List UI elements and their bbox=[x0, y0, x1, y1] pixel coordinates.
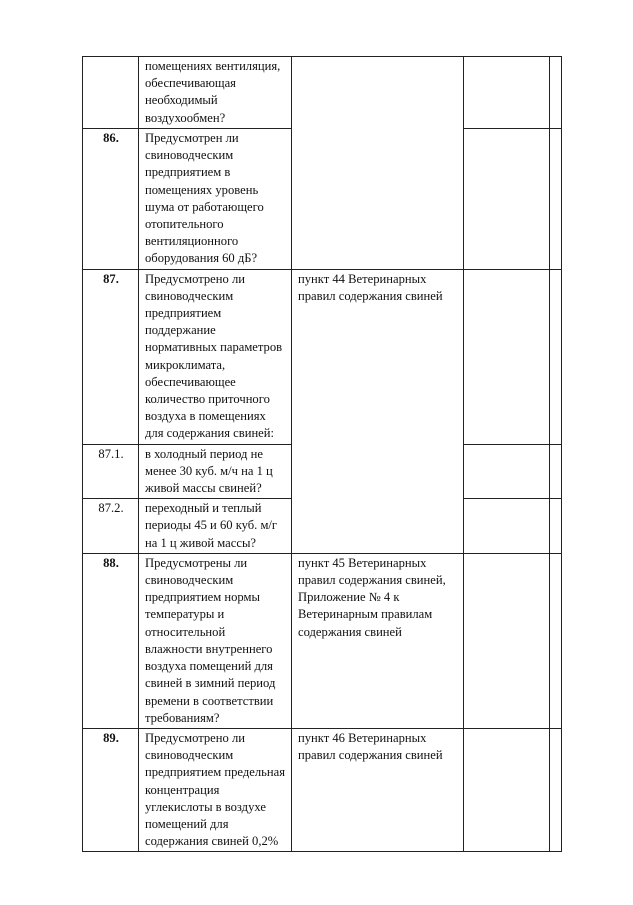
table-row bbox=[83, 553, 562, 728]
answer-cell bbox=[464, 57, 550, 129]
table-row bbox=[83, 269, 562, 444]
legal-reference: пункт 44 Ветеринарных правил содержания свиней bbox=[292, 269, 464, 553]
question-text: в холодный период не менее 30 куб. м/ч на 1 ц живой массы свиней? bbox=[139, 444, 292, 499]
item-number: 87.2. bbox=[83, 499, 139, 554]
table-row bbox=[83, 728, 562, 851]
legal-reference bbox=[292, 57, 464, 270]
note-cell bbox=[550, 553, 562, 728]
question-text: Предусмотрено ли свиноводческим предприятием поддержание нормативных параметров микроклимата, обеспечивающее количество приточного воздуха в помещениях для содержания свиней: bbox=[139, 269, 292, 444]
item-number: 88. bbox=[83, 553, 139, 728]
question-text: переходный и теплый периоды 45 и 60 куб. м/г на 1 ц живой массы? bbox=[139, 499, 292, 554]
note-cell bbox=[550, 57, 562, 129]
answer-cell bbox=[464, 728, 550, 851]
item-number bbox=[83, 57, 139, 129]
answer-cell bbox=[464, 553, 550, 728]
question-text: Предусмотрен ли свиноводческим предприятием в помещениях уровень шума от работающего отопительного вентиляционного оборудования 60 дБ? bbox=[139, 129, 292, 270]
item-number: 87.1. bbox=[83, 444, 139, 499]
legal-reference: пункт 45 Ветеринарных правил содержания свиней, Приложение № 4 к Ветеринарным правилам содержания свиней bbox=[292, 553, 464, 728]
note-cell bbox=[550, 129, 562, 270]
answer-cell bbox=[464, 444, 550, 499]
legal-reference: пункт 46 Ветеринарных правил содержания свиней bbox=[292, 728, 464, 851]
question-text: Предусмотрено ли свиноводческим предприятием предельная концентрация углекислоты в воздухе помещений для содержания свиней 0,2% bbox=[139, 728, 292, 851]
note-cell bbox=[550, 499, 562, 554]
item-number: 87. bbox=[83, 269, 139, 444]
answer-cell bbox=[464, 269, 550, 444]
item-number: 89. bbox=[83, 728, 139, 851]
item-number: 86. bbox=[83, 129, 139, 270]
answer-cell bbox=[464, 129, 550, 270]
checklist-table bbox=[82, 56, 562, 852]
note-cell bbox=[550, 728, 562, 851]
table-row bbox=[83, 57, 562, 129]
note-cell bbox=[550, 444, 562, 499]
answer-cell bbox=[464, 499, 550, 554]
note-cell bbox=[550, 269, 562, 444]
question-text: Предусмотрены ли свиноводческим предприятием нормы температуры и относительной влажности внутреннего воздуха помещений для свиней в зимний период времени в соответствии требованиям? bbox=[139, 553, 292, 728]
question-text: помещениях вентиляция, обеспечивающая необходимый воздухообмен? bbox=[139, 57, 292, 129]
